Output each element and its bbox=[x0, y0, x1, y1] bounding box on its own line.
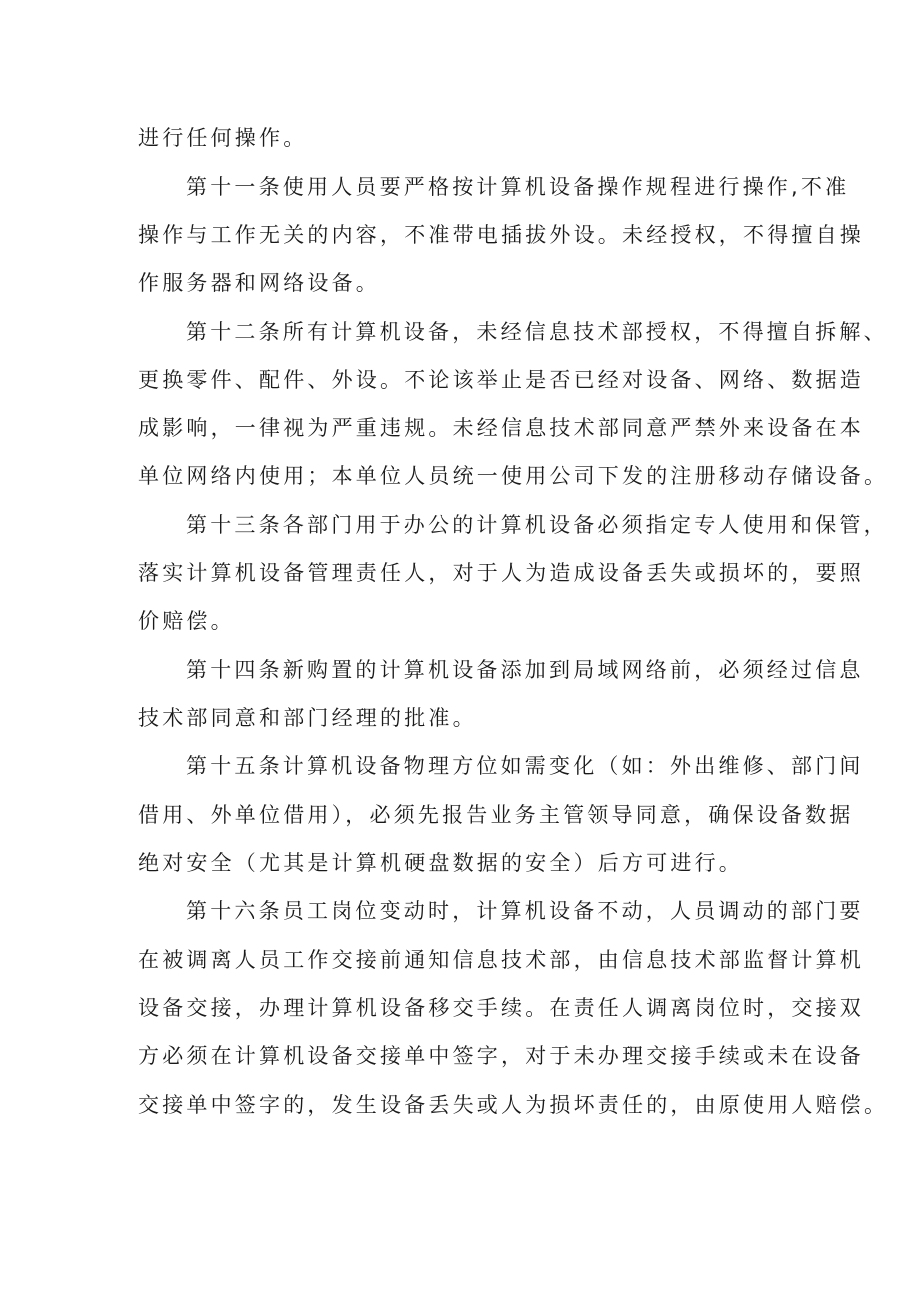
article-14-line-2: 技术部同意和部门经理的批准。 bbox=[138, 706, 477, 730]
article-15-line-1: 第十五条计算机设备物理方位如需变化（如：外出维修、部门间 bbox=[186, 754, 864, 778]
article-16-line-4: 方必须在计算机设备交接单中签字，对于未办理交接手续或未在设备 bbox=[138, 1044, 864, 1068]
article-11-line-1: 第十一条使用人员要严格按计算机设备操作规程进行操作,不准 bbox=[186, 175, 850, 199]
article-11-line-3: 作服务器和网络设备。 bbox=[138, 271, 380, 295]
article-16-line-3: 设备交接，办理计算机设备移交手续。在责任人调离岗位时，交接双 bbox=[138, 996, 864, 1020]
text-line: 进行任何操作。 bbox=[138, 126, 308, 150]
article-12-line-4: 单位网络内使用；本单位人员统一使用公司下发的注册移动存储设备。 bbox=[138, 464, 889, 488]
article-13-line-2: 落实计算机设备管理责任人，对于人为造成设备丢失或损坏的，要照 bbox=[138, 561, 864, 585]
article-16-line-5: 交接单中签字的，发生设备丢失或人为损坏责任的，由原使用人赔偿。 bbox=[138, 1093, 889, 1117]
article-12-line-1: 第十二条所有计算机设备，未经信息技术部授权，不得擅自拆解、 bbox=[186, 320, 888, 344]
article-15-line-3: 绝对安全（尤其是计算机硬盘数据的安全）后方可进行。 bbox=[138, 851, 743, 875]
article-11-line-2: 操作与工作无关的内容，不准带电插拔外设。未经授权，不得擅自操 bbox=[138, 223, 864, 247]
article-12-line-2: 更换零件、配件、外设。不论该举止是否已经对设备、网络、数据造 bbox=[138, 368, 864, 392]
article-16-line-2: 在被调离人员工作交接前通知信息技术部，由信息技术部监督计算机 bbox=[138, 948, 864, 972]
article-13-line-1: 第十三条各部门用于办公的计算机设备必须指定专人使用和保管， bbox=[186, 513, 888, 537]
article-12-line-3: 成影响，一律视为严重违规。未经信息技术部同意严禁外来设备在本 bbox=[138, 416, 864, 440]
article-15-line-2: 借用、外单位借用），必须先报告业务主管领导同意，确保设备数据 bbox=[138, 803, 854, 827]
article-13-line-3: 价赔偿。 bbox=[138, 609, 235, 633]
article-16-line-1: 第十六条员工岗位变动时，计算机设备不动，人员调动的部门要 bbox=[186, 899, 864, 923]
article-14-line-1: 第十四条新购置的计算机设备添加到局域网络前，必须经过信息 bbox=[186, 658, 864, 682]
